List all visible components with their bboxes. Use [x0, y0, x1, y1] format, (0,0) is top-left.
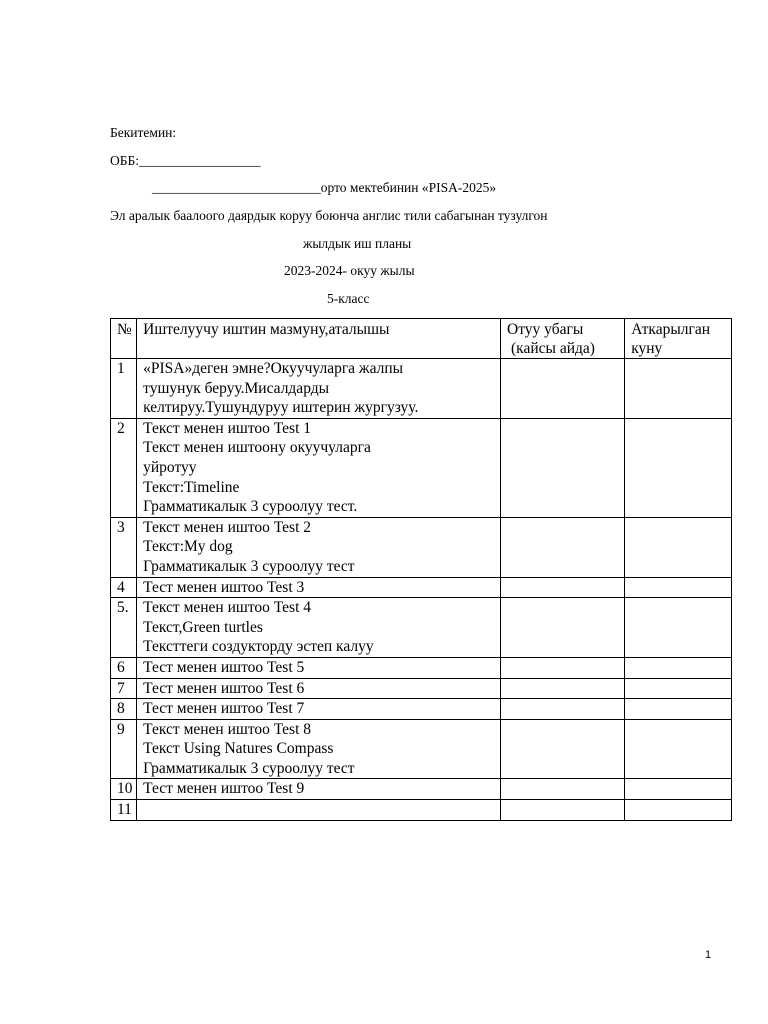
- header-content: Иштелуучу иштин мазмуну,аталышы: [137, 319, 501, 359]
- header-number: №: [111, 319, 137, 359]
- table-row: [111, 719, 732, 779]
- table-row: [111, 517, 732, 577]
- row-content-line: келтируу.Тушундуруу иштерин жургузуу.: [143, 399, 419, 417]
- row-content-line: Текст менен иштоо Test 4: [143, 599, 312, 617]
- row-number: 2: [111, 418, 137, 517]
- row-done-cell: [625, 418, 732, 517]
- row-content-line: Текст менен иштоо Test 8: [143, 720, 312, 738]
- row-content: [137, 359, 501, 419]
- row-number: 10: [111, 779, 137, 800]
- header-done: [625, 319, 732, 359]
- row-done-cell: [625, 598, 732, 658]
- obb-signature-line: ОББ:__________________: [110, 153, 261, 168]
- approval-label: Бекитемин:: [110, 125, 177, 140]
- row-number: 5.: [111, 598, 137, 658]
- table-row: [111, 779, 732, 800]
- header-time-line-1: Отуу убагы: [507, 321, 584, 338]
- row-time-cell: [501, 699, 625, 720]
- row-number: 8: [111, 699, 137, 720]
- academic-year: 2023-2024- окуу жылы: [284, 263, 415, 278]
- row-content-line: уйротуу: [143, 458, 197, 476]
- row-content: [137, 678, 501, 699]
- row-time-cell: [501, 577, 625, 598]
- table-row: [111, 699, 732, 720]
- row-done-cell: [625, 779, 732, 800]
- row-number: 3: [111, 517, 137, 577]
- header-done-line-1: Аткарылган: [631, 321, 711, 338]
- header-done-line-2: куну: [631, 340, 663, 357]
- table-row: [111, 418, 732, 517]
- header-time-line-2: (кайсы айда): [511, 340, 595, 357]
- row-number: 6: [111, 657, 137, 678]
- row-time-cell: [501, 598, 625, 658]
- row-content-line: Тексттеги создукторду эстеп калуу: [143, 638, 374, 656]
- school-name-line: _________________________орто мектебинин «PISA-2025»: [152, 180, 497, 195]
- row-content-line: «PISA»деген эмне?Окуучуларга жалпы: [143, 360, 404, 377]
- row-content-line: Текст менен иштоону окуучуларга: [143, 439, 371, 457]
- row-number: 9: [111, 719, 137, 779]
- row-done-cell: [625, 577, 732, 598]
- row-content: [137, 779, 501, 800]
- document-title-line-1: Эл аралык баалоого даярдык коруу боюнча англис тили сабагынан тузулгон: [110, 208, 548, 223]
- table-row: [111, 359, 732, 419]
- row-done-cell: [625, 699, 732, 720]
- row-content-line: Тест менен иштоо Test 3: [143, 578, 305, 596]
- row-content-line: Грамматикалык 3 суроолуу тест: [143, 557, 355, 575]
- row-content: [137, 719, 501, 779]
- table-body: [111, 359, 732, 821]
- row-content-line: Текст Using Natures Compass: [143, 740, 334, 758]
- work-plan-table: [110, 318, 732, 821]
- row-content-line: Тест менен иштоо Test 7: [143, 700, 305, 718]
- row-content-line: [143, 800, 494, 820]
- row-time-cell: [501, 678, 625, 699]
- row-time-cell: [501, 800, 625, 821]
- row-content-line: Текст:Timeline: [143, 478, 240, 496]
- row-content: [137, 577, 501, 598]
- table-row: [111, 678, 732, 699]
- row-content: [137, 800, 501, 821]
- row-time-cell: [501, 719, 625, 779]
- row-done-cell: [625, 517, 732, 577]
- row-done-cell: [625, 800, 732, 821]
- row-time-cell: [501, 359, 625, 419]
- table-row: [111, 577, 732, 598]
- row-done-cell: [625, 657, 732, 678]
- row-content-line: Текст:My dog: [143, 538, 233, 556]
- page-number: 1: [705, 949, 712, 961]
- row-content-line: Тест менен иштоо Test 5: [143, 658, 305, 676]
- row-content-line: Грамматикалык 3 суроолуу тест.: [143, 498, 358, 516]
- row-done-cell: [625, 719, 732, 779]
- table-row: [111, 598, 732, 658]
- header-time: [501, 319, 625, 359]
- row-time-cell: [501, 517, 625, 577]
- row-content-line: Текст менен иштоо Test 2: [143, 518, 312, 536]
- row-time-cell: [501, 418, 625, 517]
- row-done-cell: [625, 678, 732, 699]
- row-content-line: Грамматикалык 3 суроолуу тест: [143, 759, 355, 777]
- row-content-line: Текст,Green turtles: [143, 618, 263, 636]
- row-content-line: Тест менен иштоо Test 6: [143, 679, 305, 697]
- row-content: [137, 699, 501, 720]
- row-content-line: Текст менен иштоо Test 1: [143, 419, 312, 437]
- table-header-row: [111, 319, 732, 359]
- row-content: [137, 657, 501, 678]
- row-content-line: Тест менен иштоо Test 9: [143, 780, 305, 798]
- row-content: [137, 418, 501, 517]
- row-time-cell: [501, 779, 625, 800]
- row-content-line: тушунук беруу.Мисалдарды: [143, 379, 330, 397]
- row-number: 4: [111, 577, 137, 598]
- row-content: [137, 517, 501, 577]
- table-row: [111, 800, 732, 821]
- row-done-cell: [625, 359, 732, 419]
- row-number: 1: [111, 359, 137, 419]
- table-row: [111, 657, 732, 678]
- row-content: [137, 598, 501, 658]
- row-time-cell: [501, 657, 625, 678]
- row-number: 7: [111, 678, 137, 699]
- document-title-line-2: жылдык иш планы: [303, 236, 412, 251]
- grade-label: 5-класс: [327, 291, 370, 306]
- row-number: 11: [111, 800, 137, 821]
